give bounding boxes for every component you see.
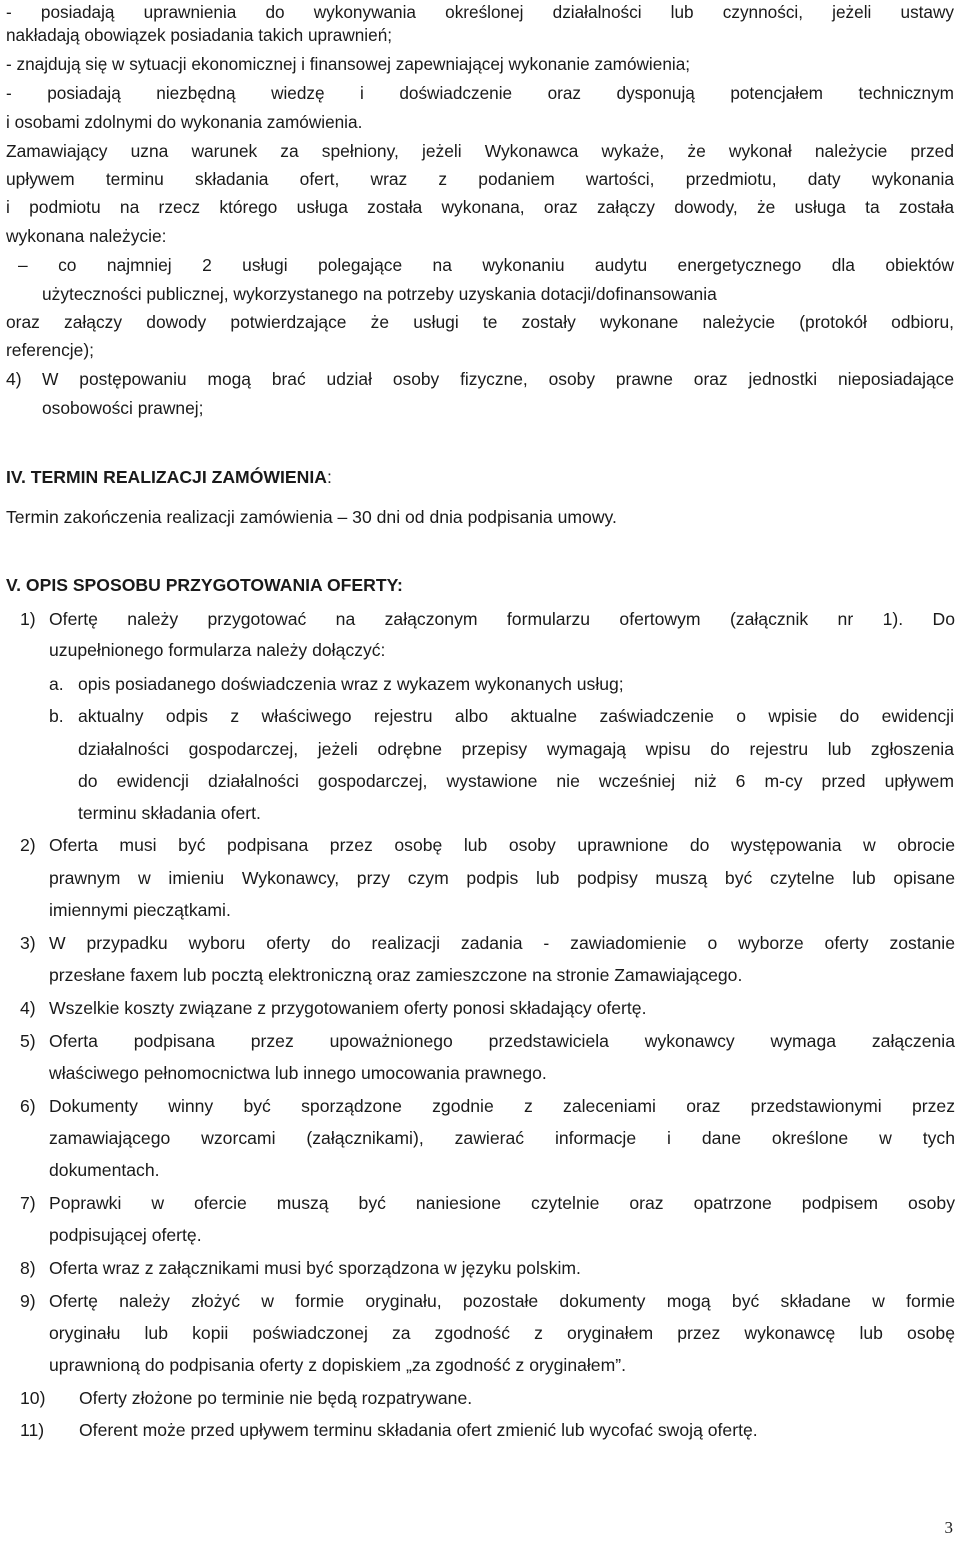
heading-colon: :: [326, 467, 332, 487]
offer-item-number: 8): [20, 1258, 36, 1278]
offer-item-number: b.: [49, 706, 64, 726]
offer-item-line: prawnym w imieniu Wykonawcy, przy czym podpis lub podpisy muszą być czytelne lub opisane: [49, 868, 955, 888]
requirement-line: - posiadają uprawnienia do wykonywania określonej działalności lub czynności, jeżeli ustawy: [6, 2, 954, 22]
point-number: 4): [6, 369, 22, 389]
condition-line: upływem terminu składania ofert, wraz z podaniem wartości, przedmiotu, daty wykonania: [6, 169, 954, 189]
offer-item-number: 4): [20, 998, 36, 1018]
point-line: osobowości prawnej;: [42, 398, 204, 418]
offer-item-number: a.: [49, 674, 64, 694]
condition-line: i podmiotu na rzecz którego usługa została wykonana, oraz załączy dowody, że usługa ta została: [6, 197, 954, 217]
requirement-line: i osobami zdolnymi do wykonania zamówienia.: [6, 112, 363, 132]
offer-item-number: 6): [20, 1096, 36, 1116]
offer-item-line: uzupełnionego formularza należy dołączyć:: [49, 640, 386, 660]
dash-item-line: – co najmniej 2 usługi polegające na wykonaniu audytu energetycznego dla obiektów: [18, 255, 954, 275]
offer-item-line: działalności gospodarczej, jeżeli odrębne przepisy wymagają wpisu do rejestru lub zgłoszenia: [78, 739, 954, 759]
condition-line: wykonana należycie:: [6, 226, 167, 246]
offer-item-line: terminu składania ofert.: [78, 803, 261, 823]
section-heading-opis: V. OPIS SPOSOBU PRZYGOTOWANIA OFERTY:: [6, 575, 403, 595]
offer-item-line: Oferta wraz z załącznikami musi być sporządzona w języku polskim.: [49, 1258, 581, 1278]
offer-item-number: 5): [20, 1031, 36, 1051]
evidence-line: oraz załączy dowody potwierdzające że usługi te zostały wykonane należycie (protokół odbioru,: [6, 312, 954, 332]
offer-item-line: Dokumenty winny być sporządzone zgodnie z zaleceniami oraz przedstawionymi przez: [49, 1096, 955, 1116]
offer-item-line: Oferent może przed upływem terminu składania ofert zmienić lub wycofać swoją ofertę.: [79, 1420, 758, 1440]
offer-item-line: W przypadku wyboru oferty do realizacji zadania - zawiadomienie o wyborze oferty zostanie: [49, 933, 955, 953]
offer-item-line: do ewidencji działalności gospodarczej, wystawione nie wcześniej niż 6 m-cy przed upływem: [78, 771, 954, 791]
offer-item-number: 11): [20, 1420, 45, 1440]
section-heading-termin: [6, 465, 332, 489]
offer-item-line: Ofertę należy przygotować na załączonym formularzu ofertowym (załącznik nr 1). Do: [49, 609, 955, 629]
offer-item-line: opis posiadanego doświadczenia wraz z wykazem wykonanych usług;: [78, 674, 624, 694]
offer-item-line: Oferta musi być podpisana przez osobę lub osoby uprawnione do występowania w obrocie: [49, 835, 955, 855]
requirement-line: nakładają obowiązek posiadania takich uprawnień;: [6, 25, 393, 45]
condition-line: Zamawiający uzna warunek za spełniony, jeżeli Wykonawca wykaże, że wykonał należycie przed: [6, 141, 954, 161]
offer-item-line: aktualny odpis z właściwego rejestru albo aktualne zaświadczenie o wpisie do ewidencji: [78, 706, 954, 726]
offer-item-number: 10): [20, 1388, 46, 1408]
offer-item-line: zamawiającego wzorcami (załącznikami), zawierać informacje i dane określone w tych: [49, 1128, 955, 1148]
offer-item-number: 3): [20, 933, 36, 953]
offer-item-line: Oferta podpisana przez upoważnionego przedstawiciela wykonawcy wymaga załączenia: [49, 1031, 955, 1051]
offer-item-line: właściwego pełnomocnictwa lub innego umocowania prawnego.: [49, 1063, 547, 1083]
offer-item-line: Poprawki w ofercie muszą być naniesione czytelnie oraz opatrzone podpisem osoby: [49, 1193, 955, 1213]
offer-item-line: Wszelkie koszty związane z przygotowaniem oferty ponosi składający ofertę.: [49, 998, 647, 1018]
point-line: W postępowaniu mogą brać udział osoby fizyczne, osoby prawne oraz jednostki nieposiadające: [42, 369, 954, 389]
offer-item-number: 2): [20, 835, 36, 855]
offer-item-line: Ofertę należy złożyć w formie oryginału, pozostałe dokumenty mogą być składane w formie: [49, 1291, 955, 1311]
offer-item-number: 9): [20, 1291, 36, 1311]
requirement-line: - znajdują się w sytuacji ekonomicznej i finansowej zapewniającej wykonanie zamówienia;: [6, 54, 691, 74]
offer-item-line: imiennymi pieczątkami.: [49, 900, 231, 920]
offer-item-line: Oferty złożone po terminie nie będą rozpatrywane.: [79, 1388, 473, 1408]
heading-text: IV. TERMIN REALIZACJI ZAMÓWIENIA: [6, 467, 327, 487]
dash-item-line: użyteczności publicznej, wykorzystanego na potrzeby uzyskania dotacji/dofinansowania: [42, 284, 717, 304]
offer-item-line: podpisującej ofertę.: [49, 1225, 202, 1245]
offer-item-line: oryginału lub kopii poświadczonej za zgodność z oryginałem przez wykonawcę lub osobę: [49, 1323, 955, 1343]
requirement-line: - posiadają niezbędną wiedzę i doświadczenie oraz dysponują potencjałem technicznym: [6, 83, 954, 103]
offer-item-number: 7): [20, 1193, 36, 1213]
offer-item-line: dokumentach.: [49, 1160, 160, 1180]
offer-item-line: przesłane faxem lub pocztą elektroniczną oraz zamieszczone na stronie Zamawiającego.: [49, 965, 743, 985]
termin-text: Termin zakończenia realizacji zamówienia – 30 dni od dnia podpisania umowy.: [6, 507, 617, 527]
page-number: 3: [944, 1518, 953, 1537]
evidence-line: referencje);: [6, 340, 94, 360]
offer-item-number: 1): [20, 609, 36, 629]
offer-item-line: uprawnioną do podpisania oferty z dopiskiem „za zgodność z oryginałem”.: [49, 1355, 626, 1375]
